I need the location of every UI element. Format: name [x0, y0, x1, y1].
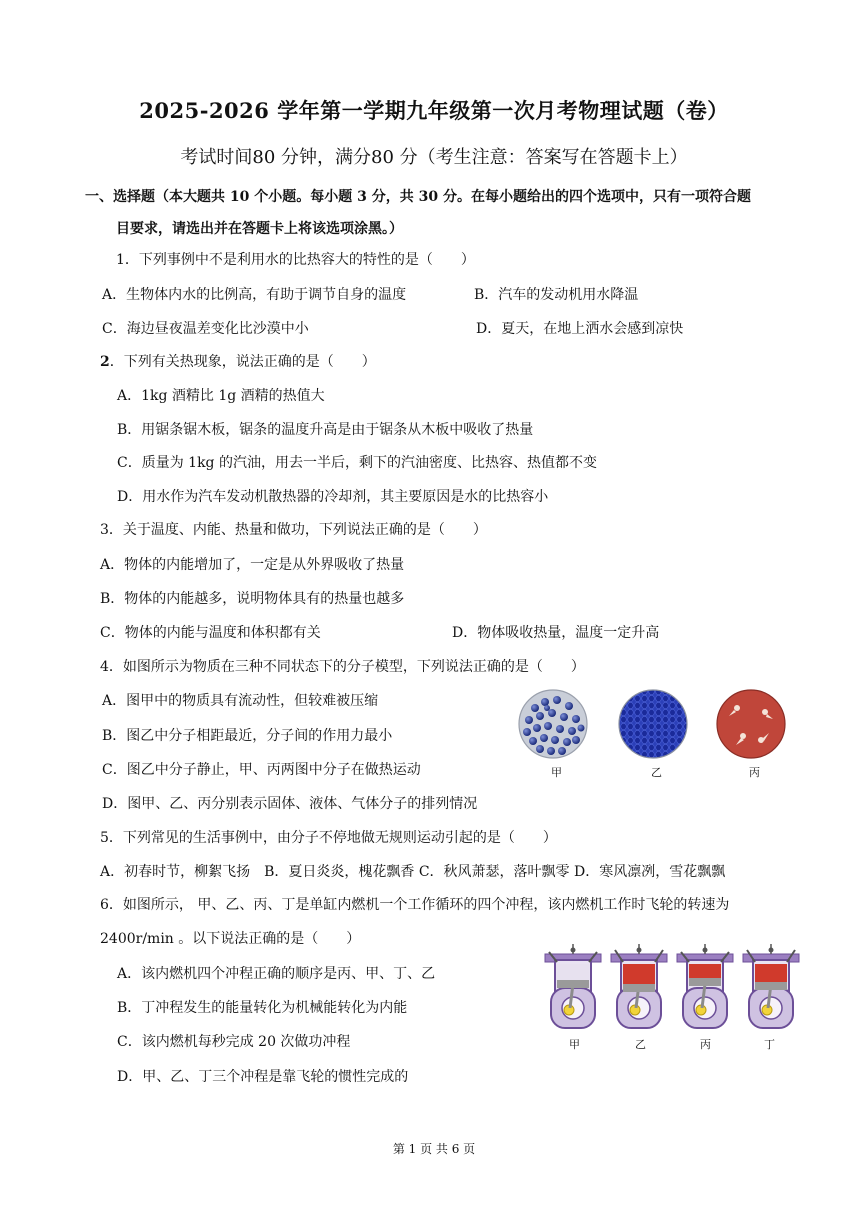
q6-engine-figure: [543, 940, 803, 1032]
q3-stem: 3．关于温度、内能、热量和做功，下列说法正确的是（ ）: [100, 522, 487, 538]
q4-fig-label-yi: 乙: [651, 766, 662, 779]
q1-stem: 1．下列事例中不是利用水的比热容大的特性的是（ ）: [116, 252, 475, 268]
q6-option-a: A．该内燃机四个冲程正确的顺序是丙、甲、丁、乙: [117, 966, 436, 982]
q4-fig-label-jia: 甲: [551, 766, 562, 779]
page-footer: 第 1 页 共 6 页: [392, 1142, 476, 1156]
engine-jia-icon: [545, 944, 601, 1028]
q2-option-d: D．用水作为汽车发动机散热器的冷却剂，其主要原因是水的比热容小: [117, 489, 549, 505]
molecule-bing-icon: [717, 690, 785, 758]
q2-option-a: A．1kg 酒精比 1g 酒精的热值大: [117, 388, 325, 404]
q4-stem: 4．如图所示为物质在三种不同状态下的分子模型，下列说法正确的是（ ）: [100, 659, 585, 675]
engine-bing-icon: [677, 944, 733, 1028]
molecule-jia-icon: [519, 690, 587, 758]
q1-option-a: A．生物体内水的比例高，有助于调节自身的温度: [102, 287, 407, 303]
q6-fig-label-yi: 乙: [635, 1038, 646, 1051]
q3-option-b: B．物体的内能越多，说明物体具有的热量也越多: [100, 591, 405, 607]
q4-option-b: B．图乙中分子相距最近，分子间的作用力最小: [102, 728, 393, 744]
q6-stem-line2: 2400r/min 。以下说法正确的是（ ）: [100, 931, 361, 947]
section-heading-line1: 一、选择题（本大题共 10 个小题。每小题 3 分，共 30 分。在每小题给出的四个选项中，只有一项符合题: [85, 189, 751, 205]
engine-ding-icon: [743, 944, 799, 1028]
q2-option-b: B．用锯条锯木板，锯条的温度升高是由于锯条从木板中吸收了热量: [117, 422, 534, 438]
q4-fig-label-bing: 丙: [749, 766, 760, 779]
q5-options: A．初春时节，柳絮飞扬 B．夏日炎炎，槐花飘香 C．秋风萧瑟，落叶飘零 D．寒风凛冽，雪花飘飘: [100, 864, 726, 880]
engine-yi-icon: [611, 944, 667, 1028]
q1-option-c: C．海边昼夜温差变化比沙漠中小: [102, 321, 309, 337]
q6-stem-line1: 6．如图所示， 甲、乙、丙、丁是单缸内燃机一个工作循环的四个冲程，该内燃机工作时飞轮的转速为: [100, 897, 730, 913]
q6-fig-label-ding: 丁: [764, 1038, 775, 1051]
q6-option-c: C．该内燃机每秒完成 20 次做功冲程: [117, 1034, 351, 1050]
q4-option-d: D．图甲、乙、丙分别表示固体、液体、气体分子的排列情况: [102, 796, 478, 812]
q2-stem: 2．下列有关热现象，说法正确的是（ ）: [100, 354, 376, 370]
q3-option-c: C．物体的内能与温度和体积都有关: [100, 625, 321, 641]
q5-stem: 5．下列常见的生活事例中，由分子不停地做无规则运动引起的是（ ）: [100, 830, 557, 846]
q2-option-c: C．质量为 1kg 的汽油，用去一半后，剩下的汽油密度、比热容、热值都不变: [117, 455, 597, 471]
q3-option-a: A．物体的内能增加了，一定是从外界吸收了热量: [100, 557, 405, 573]
q6-fig-label-bing: 丙: [700, 1038, 711, 1051]
exam-subtitle: 考试时间80 分钟，满分80 分（考生注意：答案写在答题卡上）: [180, 147, 688, 168]
exam-title: 2025-2026 学年第一学期九年级第一次月考物理试题（卷）: [139, 98, 729, 123]
q3-option-d: D．物体吸收热量，温度一定升高: [452, 625, 660, 641]
q6-fig-label-jia: 甲: [569, 1038, 580, 1051]
q1-option-b: B．汽车的发动机用水降温: [474, 287, 639, 303]
section-heading-line2: 目要求，请选出并在答题卡上将该选项涂黑。）: [116, 221, 403, 237]
q6-option-b: B．丁冲程发生的能量转化为机械能转化为内能: [117, 1000, 408, 1016]
q1-option-d: D．夏天，在地上洒水会感到凉快: [476, 321, 684, 337]
q6-option-d: D．甲、乙、丁三个冲程是靠飞轮的惯性完成的: [117, 1069, 409, 1085]
q4-option-c: C．图乙中分子静止，甲、丙两图中分子在做热运动: [102, 762, 421, 778]
molecule-yi-icon: [619, 690, 687, 758]
q4-option-a: A．图甲中的物质具有流动性，但较难被压缩: [102, 693, 379, 709]
